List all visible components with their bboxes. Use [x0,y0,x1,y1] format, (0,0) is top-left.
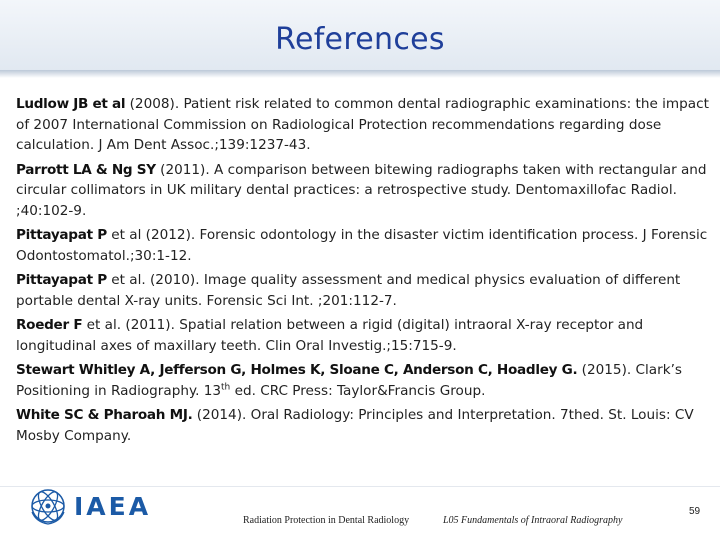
reference-authors: White SC & Pharoah MJ. [16,407,193,423]
superscript: th [221,381,231,392]
course-title: Radiation Protection in Dental Radiology [243,515,410,526]
reference-text: (2011). A comparison between bitewing radiographs taken with rectangular and circular collimators in UK military dental practices: a retrospective study. Dentomaxillofac Radiol. ;40:102-9. [16,161,707,219]
reference-authors: Pittayapat P [16,227,107,243]
atom-globe-icon [28,486,68,526]
reference-item [16,360,716,401]
reference-list [16,94,716,450]
reference-authors: Roeder F [16,317,83,333]
reference-item [16,405,716,446]
title-bar [0,0,720,78]
reference-authors: Stewart Whitley A, Jefferson G, Holmes K, Sloane C, Anderson C, Hoadley G. [16,362,578,378]
reference-text: et al. (2010). Image quality assessment and medical physics evaluation of different portable dental X-ray units. Forensic Sci Int. ;201:112-7. [16,272,681,309]
title-divider [0,70,720,78]
reference-item [16,225,716,266]
reference-text: (2014). Oral Radiology: Principles and Interpretation. 7thed. St. Louis: CV Mosby Company. [16,407,694,444]
reference-item [16,315,716,356]
reference-text: et al (2012). Forensic odontology in the disaster victim identification process. J Forensic Odontostomatol.;30:1-12. [16,227,708,264]
slide-title: References [275,22,445,57]
page-number: 59 [689,506,701,517]
reference-text: (2015). Clark’s Positioning in Radiography. 13 [16,362,682,399]
reference-text: et al. (2011). Spatial relation between a rigid (digital) intraoral X-ray receptor and longitudinal axes of maxillary teeth. Clin Oral Investig.;15:715-9. [16,317,644,354]
reference-authors: Parrott LA & Ng SY [16,161,156,178]
logo-text: IAEA [74,491,152,521]
reference-item [16,94,716,156]
reference-authors: Pittayapat P [16,272,107,288]
lecture-title: L05 Fundamentals of Intraoral Radiography [443,515,623,526]
iaea-logo [28,486,158,526]
reference-item [16,160,716,222]
reference-text: (2008). Patient risk related to common dental radiographic examinations: the impact of 2007 International Commission on Radiological Protection recommendations regarding dose calculation. J Am Dent Assoc.;139:1237-43. [16,96,709,153]
reference-text-continued: ed. CRC Press: Taylor&Francis Group. [230,382,486,399]
reference-authors: Ludlow JB et al [16,96,126,112]
reference-item [16,270,716,311]
